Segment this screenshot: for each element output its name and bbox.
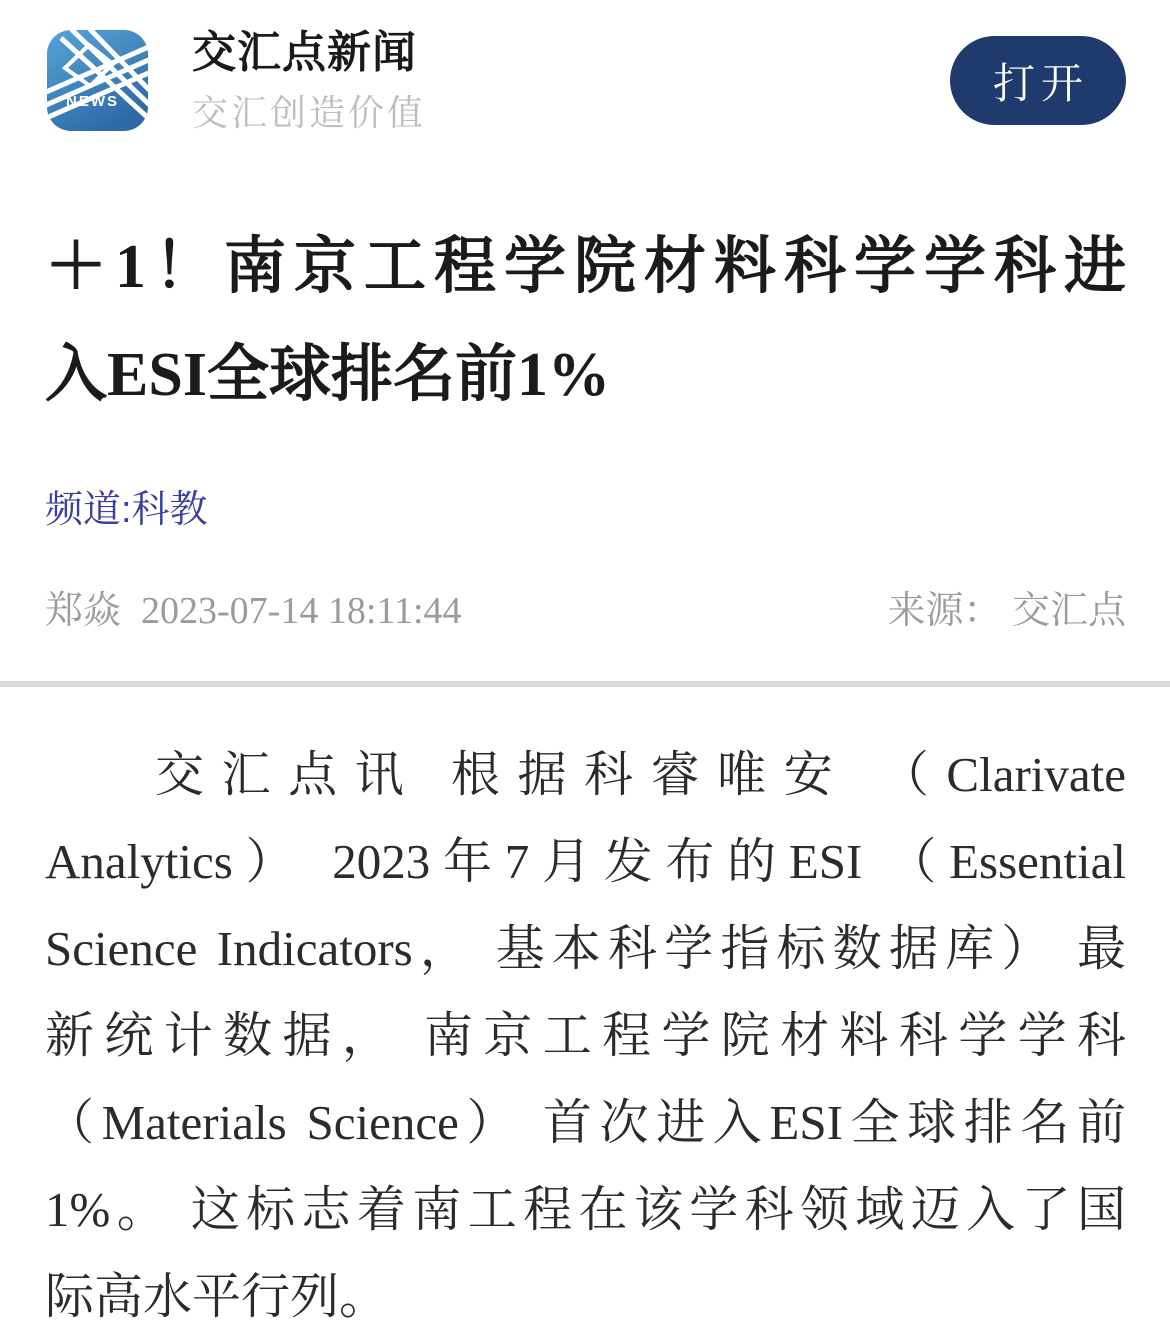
author-name: 郑焱 [45,590,122,632]
body-text-line: （Materials Science） 首次进入ESI全球排名前 [45,1095,1126,1150]
app-banner [45,0,1126,133]
body-text-line: Analytics） 2023年7月发布的ESI （Essential [45,834,1126,889]
article-title-line: ＋1！南京工程学院材料科学学科进 [45,233,1126,301]
source-label: 来源： 交汇点 [887,590,1126,632]
article-meta-row [45,587,1126,635]
article-body [45,731,1126,1340]
body-text-line: 交汇点讯 根据科睿唯安 （Clarivate [155,747,1126,802]
app-slogan: 交汇创造价值 [192,91,427,133]
body-text-line: 1%。 这标志着南工程在该学科领域迈入了国 [45,1182,1126,1237]
byline [45,587,462,635]
app-icon-news-label: NEWS [66,93,119,110]
body-text-line: 际高水平行列。 [45,1269,389,1324]
open-app-button[interactable]: 打开 [950,36,1126,125]
section-divider [0,681,1170,687]
app-logo-icon [45,28,150,133]
body-text-line: 新统计数据， 南京工程学院材料科学学科 [45,1008,1126,1063]
publish-timestamp: 2023-07-14 18:11:44 [141,590,462,632]
app-banner-text [192,29,950,133]
body-text-line: Science Indicators， 基本科学指标数据库） 最 [45,921,1126,976]
article-title-line: 入ESI全球排名前1% [45,341,610,409]
app-name: 交汇点新闻 [192,27,417,77]
article-title [45,213,1126,429]
channel-tag[interactable]: 频道:科教 [45,489,208,531]
